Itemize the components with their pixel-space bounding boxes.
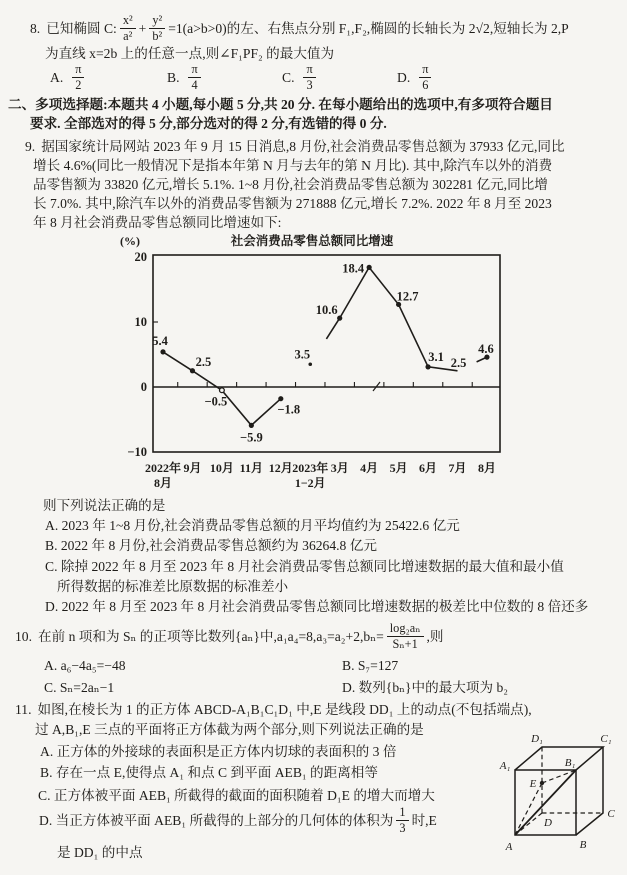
- data-point: [308, 362, 312, 366]
- point-label-E: E: [529, 778, 537, 790]
- option-label: C.: [282, 69, 295, 85]
- fraction: [419, 63, 431, 92]
- question-8-line-2: 为直线 x=2b 上的任意一点,则∠F₁PF₂ 的最大值为: [45, 46, 335, 61]
- q8-option-b: [167, 62, 204, 92]
- x-tick-label: 9月: [183, 461, 202, 475]
- data-point-label: 3.1: [428, 349, 444, 364]
- data-point-label: 3.5: [294, 347, 311, 362]
- data-point-label: −0.5: [204, 394, 228, 409]
- vertex-label-D1: D₁: [531, 733, 543, 745]
- x-tick-label: 6月: [419, 461, 438, 475]
- data-point-label: 2.5: [195, 354, 212, 369]
- question-8-tail: =1(a>b>0)的左、右焦点分别 F₁,F₂,椭圆的长轴长为 2√2,短轴长为 2,P: [168, 20, 569, 36]
- question-11-line-1: [15, 700, 532, 719]
- fraction-numerator: y²: [149, 14, 165, 29]
- x-tick-label: 11月: [239, 461, 264, 475]
- option-label: B.: [167, 69, 180, 85]
- question-9-line-5: 年 8 月社会消费品零售总额同比增速如下:: [33, 215, 282, 230]
- question-8-number: 8.: [30, 20, 41, 36]
- cube-top-face: [515, 747, 603, 770]
- fraction-numerator: x²: [120, 14, 136, 29]
- data-point: [249, 423, 254, 428]
- q10-option-a: A. a₆−4a₅=−48: [44, 658, 126, 673]
- x-tick-label: 10月: [209, 461, 234, 475]
- y-axis-unit-label: (%): [120, 234, 140, 248]
- data-point-label: 2.5: [450, 355, 467, 370]
- fraction: [149, 14, 165, 43]
- q11-option-c: C. 正方体被平面 AEB₁ 所截得的截面的面积随着 D₁E 的增大而增大: [38, 788, 435, 803]
- data-point-label: 4.6: [478, 342, 494, 357]
- q11-option-d: [39, 804, 437, 836]
- q8-option-d: [397, 62, 434, 92]
- question-10-text: 在前 n 项和为 Sₙ 的正项等比数列{aₙ}中,a₁a₄=8,a₃=a₂+2,bₙ=: [38, 628, 384, 644]
- q10-option-d: D. 数列{bₙ}中的最大项为 b₂: [342, 680, 509, 695]
- fraction-numerator: π: [303, 63, 315, 78]
- cube-figure: [497, 727, 627, 875]
- fraction-numerator: π: [419, 63, 431, 78]
- question-9-line-4: 长 7.0%. 其中,除汽车以外的消费品零售额为 271888 亿元,增长 7.2%. 2022 年 8 月至 2023: [33, 196, 552, 211]
- data-point: [220, 388, 225, 393]
- q11-option-d-text-post: 时,E: [411, 812, 437, 828]
- q11-option-b: B. 存在一点 E,使得点 A₁ 和点 C 到平面 AEB₁ 的距离相等: [40, 765, 378, 780]
- q9-option-c-line-2: 所得数据的标准差比原数据的标准差小: [57, 579, 289, 594]
- x-tick-label: 12月: [268, 461, 293, 475]
- chart-title: 社会消费品零售总额同比增速: [230, 234, 394, 248]
- q8-option-a: [50, 62, 87, 92]
- cube-right-face: [576, 747, 603, 835]
- section-2-header-line-2: 要求. 全部选对的得 5 分,部分选对的得 2 分,有选错的得 0 分.: [30, 116, 387, 131]
- x-tick-label: 2023年: [292, 461, 329, 475]
- fraction: [120, 14, 136, 43]
- question-9-stem-2: 则下列说法正确的是: [43, 498, 166, 513]
- data-point: [367, 265, 372, 270]
- vertex-label-A1: A₁: [499, 760, 511, 772]
- x-tick-label: 5月: [389, 461, 408, 475]
- q11-option-a: A. 正方体的外接球的表面积是正方体内切球的表面积的 3 倍: [40, 744, 397, 759]
- x-tick-label: 1−2月: [294, 476, 326, 490]
- section-line-A-E: [515, 783, 542, 835]
- option-label: D.: [397, 69, 411, 85]
- y-tick-label: 20: [134, 250, 147, 264]
- data-point-label: 10.6: [315, 303, 338, 318]
- data-point-label: 12.7: [396, 289, 419, 304]
- fraction-denominator: 6: [422, 77, 429, 92]
- plus-sign: +: [138, 20, 147, 36]
- fraction-denominator: b²: [152, 28, 163, 43]
- vertex-label-B1: B₁: [564, 757, 576, 769]
- question-9-text: 据国家统计局网站 2023 年 9 月 15 日消息,8 月份,社会消费品零售总额为 37933 亿元,同比: [41, 139, 565, 154]
- data-point-label: −5.9: [239, 430, 263, 445]
- fraction: [303, 63, 315, 92]
- question-9-line-1: [25, 137, 565, 156]
- fraction-denominator: 4: [191, 77, 198, 92]
- x-tick-label: 8月: [477, 461, 496, 475]
- x-tick-label: 8月: [153, 476, 173, 490]
- data-point: [337, 316, 342, 321]
- x-tick-label: 3月: [330, 461, 349, 475]
- question-10-number: 10.: [15, 628, 32, 644]
- vertex-label-C1: C₁: [600, 733, 612, 745]
- option-label: A.: [50, 69, 64, 85]
- cube-solid-edges: [515, 747, 603, 835]
- q8-option-c: [282, 62, 319, 92]
- question-8-intro: 已知椭圆 C:: [46, 20, 117, 36]
- question-8-stem: [30, 11, 569, 45]
- fraction-denominator: a²: [123, 28, 133, 43]
- fraction-denominator: 3: [306, 77, 313, 92]
- data-point: [425, 364, 430, 369]
- q11-last-line: 是 DD₁ 的中点: [57, 845, 143, 860]
- data-point: [278, 396, 283, 401]
- q9-option-b: B. 2022 年 8 月份,社会消费品零售总额约为 36264.8 亿元: [45, 538, 377, 553]
- plot-border: [153, 255, 500, 452]
- data-point: [160, 349, 165, 354]
- section-2-header-line-1: 二、多项选择题:本题共 4 小题,每小题 5 分,共 20 分. 在每小题给出的选项中,有多项符合题目: [8, 97, 553, 112]
- fraction-denominator: 3: [399, 820, 406, 835]
- retail-sales-growth-chart: [80, 232, 550, 494]
- question-11-number: 11.: [15, 702, 32, 717]
- fraction-denominator: 2: [75, 77, 82, 92]
- question-11-line-2: 过 A,B₁,E 三点的平面将正方体截为两个部分,则下列说法正确的是: [35, 722, 424, 737]
- y-tick-label: 10: [134, 315, 147, 329]
- q9-option-d: D. 2022 年 8 月至 2023 年 8 月社会消费品零售总额同比增速数据的极差比中位数的 8 倍还多: [45, 599, 589, 614]
- question-9-line-3: 品零售额为 33820 亿元,增长 5.1%. 1~8 月份,社会消费品零售总额为 302281 亿元,同比增: [33, 177, 548, 192]
- fraction-numerator: 1: [396, 806, 408, 821]
- y-tick-label: 0: [140, 380, 147, 394]
- fraction: [72, 63, 84, 92]
- q9-option-a: A. 2023 年 1~8 月份,社会消费品零售总额的月平均值约为 25422.6 亿元: [45, 518, 460, 533]
- vertex-label-D: D: [544, 817, 552, 829]
- fraction-numerator: log₂aₙ: [387, 622, 424, 637]
- data-point-label: 5.4: [152, 333, 168, 348]
- question-10-stem: [15, 620, 444, 652]
- data-point-label: −1.8: [277, 402, 301, 417]
- question-9-line-2: 增长 4.6%(同比一般情况下是指本年第 N 月与去年的第 N 月比). 其中,除汽车以外的消费: [33, 158, 553, 173]
- question-10-text-post: ,则: [426, 628, 444, 644]
- question-9-number: 9.: [25, 139, 36, 154]
- fraction: [396, 806, 408, 835]
- x-tick-label: 4月: [360, 461, 379, 475]
- fraction-denominator: Sₙ+1: [392, 636, 418, 651]
- question-11-text: 如图,在棱长为 1 的正方体 ABCD-A₁B₁C₁D₁ 中,E 是线段 DD₁ 上的动点(不包括端点),: [37, 702, 532, 717]
- point-E-dot: [540, 781, 544, 785]
- fraction: [188, 63, 200, 92]
- x-tick-label: 2022年: [144, 461, 182, 475]
- q10-option-c: C. Sₙ=2aₙ−1: [44, 680, 115, 695]
- q11-option-d-text: D. 当正方体被平面 AEB₁ 所截得的上部分的几何体的体积为: [39, 812, 394, 828]
- fraction-numerator: π: [188, 63, 200, 78]
- fraction: [387, 622, 424, 651]
- q9-option-c-line-1: C. 除掉 2022 年 8 月至 2023 年 8 月社会消费品零售总额同比增速数据的最大值和最小值: [45, 559, 564, 574]
- vertex-label-C: C: [607, 808, 615, 820]
- data-point: [190, 368, 195, 373]
- fraction-numerator: π: [72, 63, 84, 78]
- y-tick-label: −10: [127, 445, 147, 459]
- data-point-label: 18.4: [342, 261, 365, 276]
- vertex-label-A: A: [505, 841, 513, 853]
- x-tick-label: 7月: [448, 461, 467, 475]
- vertex-label-B: B: [579, 839, 587, 851]
- q10-option-b: B. S₇=127: [342, 658, 399, 673]
